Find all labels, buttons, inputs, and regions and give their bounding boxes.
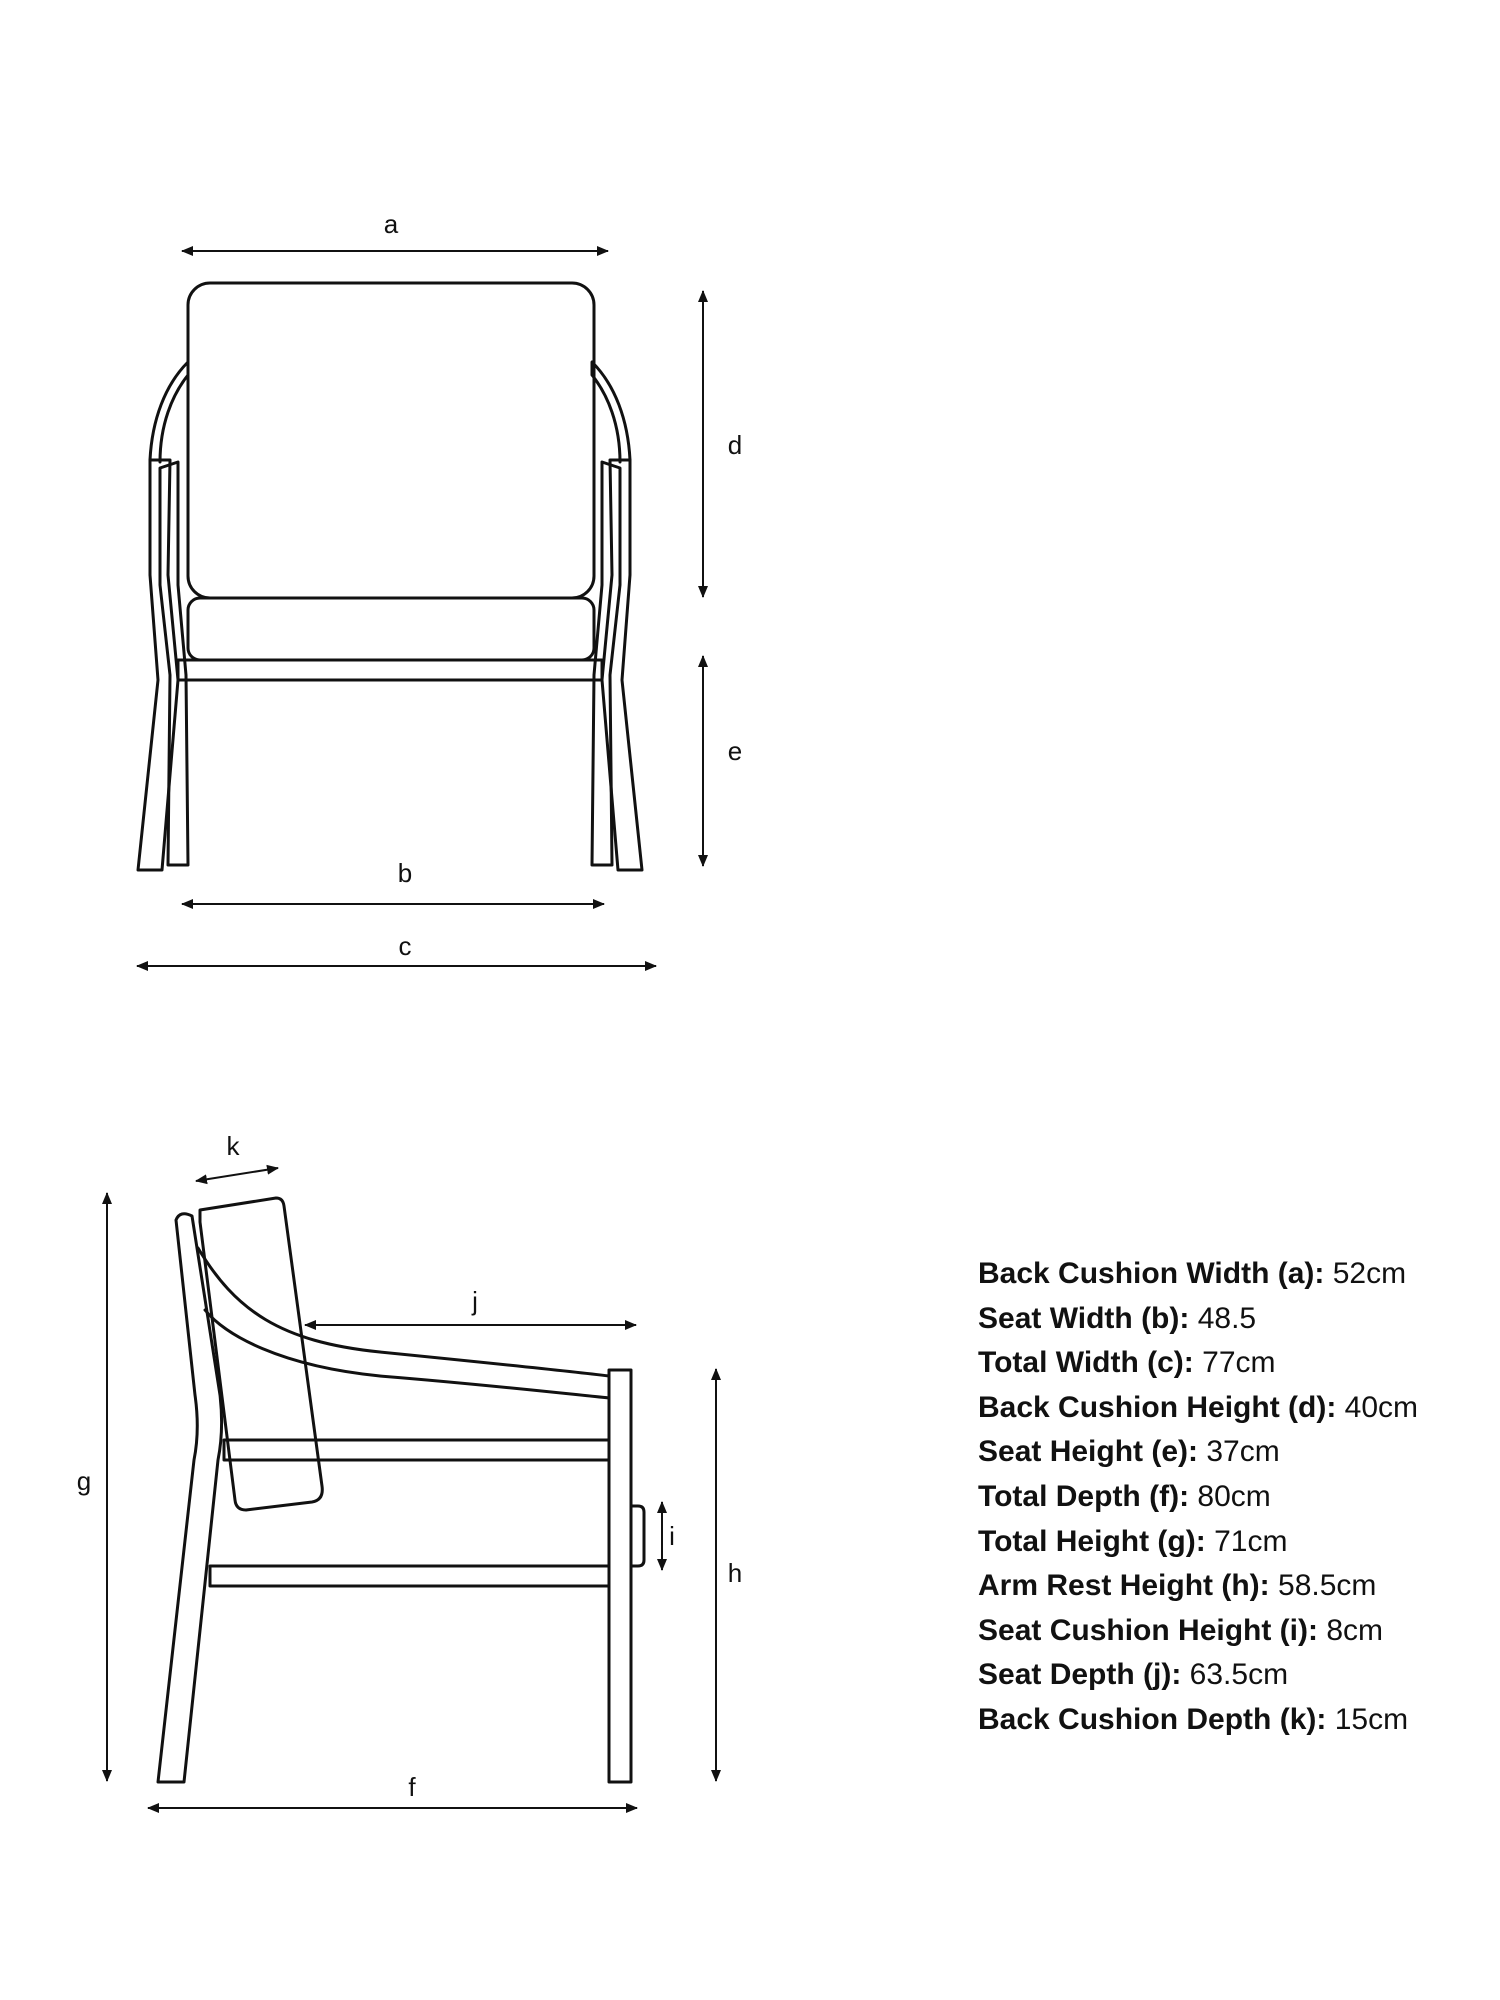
spec-value: 37cm (1198, 1435, 1280, 1469)
spec-label: Seat Cushion Height (i): (978, 1613, 1318, 1647)
dim-line-k (196, 1168, 278, 1181)
front-seat-rail (178, 660, 602, 680)
dim-label-b: b (397, 858, 413, 888)
dim-label-k: k (226, 1131, 240, 1161)
spec-label: Total Width (c): (978, 1346, 1194, 1380)
spec-label: Total Height (g): (978, 1524, 1206, 1558)
side-upper-rail (224, 1440, 609, 1460)
spec-item (978, 1341, 1418, 1386)
spec-value: 58.5cm (1269, 1569, 1377, 1603)
dim-label-i: i (669, 1521, 675, 1551)
spec-item (978, 1297, 1418, 1342)
spec-label: Back Cushion Depth (k): (978, 1702, 1327, 1736)
side-lower-stretcher (210, 1566, 609, 1586)
spec-label: Arm Rest Height (h): (978, 1569, 1270, 1603)
spec-label: Seat Height (e): (978, 1435, 1199, 1469)
spec-label: Back Cushion Width (a): (978, 1257, 1325, 1290)
dim-label-d: d (727, 430, 743, 460)
dim-label-g: g (76, 1466, 92, 1496)
spec-item (978, 1564, 1418, 1609)
side-rear-leg (158, 1214, 222, 1782)
dim-label-j: j (472, 1286, 478, 1316)
spec-label: Seat Width (b): (978, 1301, 1190, 1335)
spec-item (978, 1698, 1418, 1743)
spec-item (978, 1252, 1418, 1297)
dim-label-a: a (383, 209, 399, 239)
side-seat-cushion-front (631, 1506, 644, 1566)
spec-value: 80cm (1189, 1479, 1271, 1513)
spec-value: 15cm (1326, 1702, 1409, 1736)
spec-item (978, 1520, 1418, 1565)
side-arm (198, 1248, 609, 1398)
spec-item (978, 1653, 1418, 1698)
front-seat-cushion (188, 598, 594, 660)
spec-value: 52cm (1324, 1257, 1407, 1290)
front-view (138, 283, 642, 870)
dim-label-f: f (408, 1772, 416, 1802)
spec-value: 63.5cm (1181, 1658, 1289, 1692)
front-left-front-leg (138, 460, 178, 870)
spec-label: Total Depth (f): (978, 1479, 1190, 1513)
spec-item (978, 1609, 1418, 1654)
dim-label-h: h (727, 1558, 743, 1588)
spec-label: Seat Depth (j): (978, 1658, 1182, 1692)
side-front-post (609, 1370, 631, 1782)
front-dimensions (137, 209, 742, 966)
front-back-cushion (188, 283, 594, 598)
front-left-arm (150, 362, 188, 462)
spec-value: 71cm (1205, 1524, 1288, 1558)
spec-item (978, 1430, 1418, 1475)
spec-item (978, 1386, 1418, 1431)
front-left-rear-leg (160, 462, 188, 865)
front-right-rear-leg (592, 462, 620, 865)
spec-value: 77cm (1193, 1346, 1276, 1380)
spec-value: 40cm (1336, 1390, 1419, 1424)
dim-label-c: c (398, 931, 412, 961)
spec-item (978, 1475, 1418, 1520)
spec-value: 8cm (1318, 1613, 1384, 1647)
spec-value: 48.5 (1189, 1301, 1257, 1335)
front-right-front-leg (602, 460, 642, 870)
side-view (158, 1198, 644, 1782)
front-right-arm (592, 362, 630, 462)
dim-label-e: e (727, 736, 743, 766)
spec-label: Back Cushion Height (d): (978, 1390, 1337, 1424)
dimension-spec-list (978, 1252, 1418, 1743)
